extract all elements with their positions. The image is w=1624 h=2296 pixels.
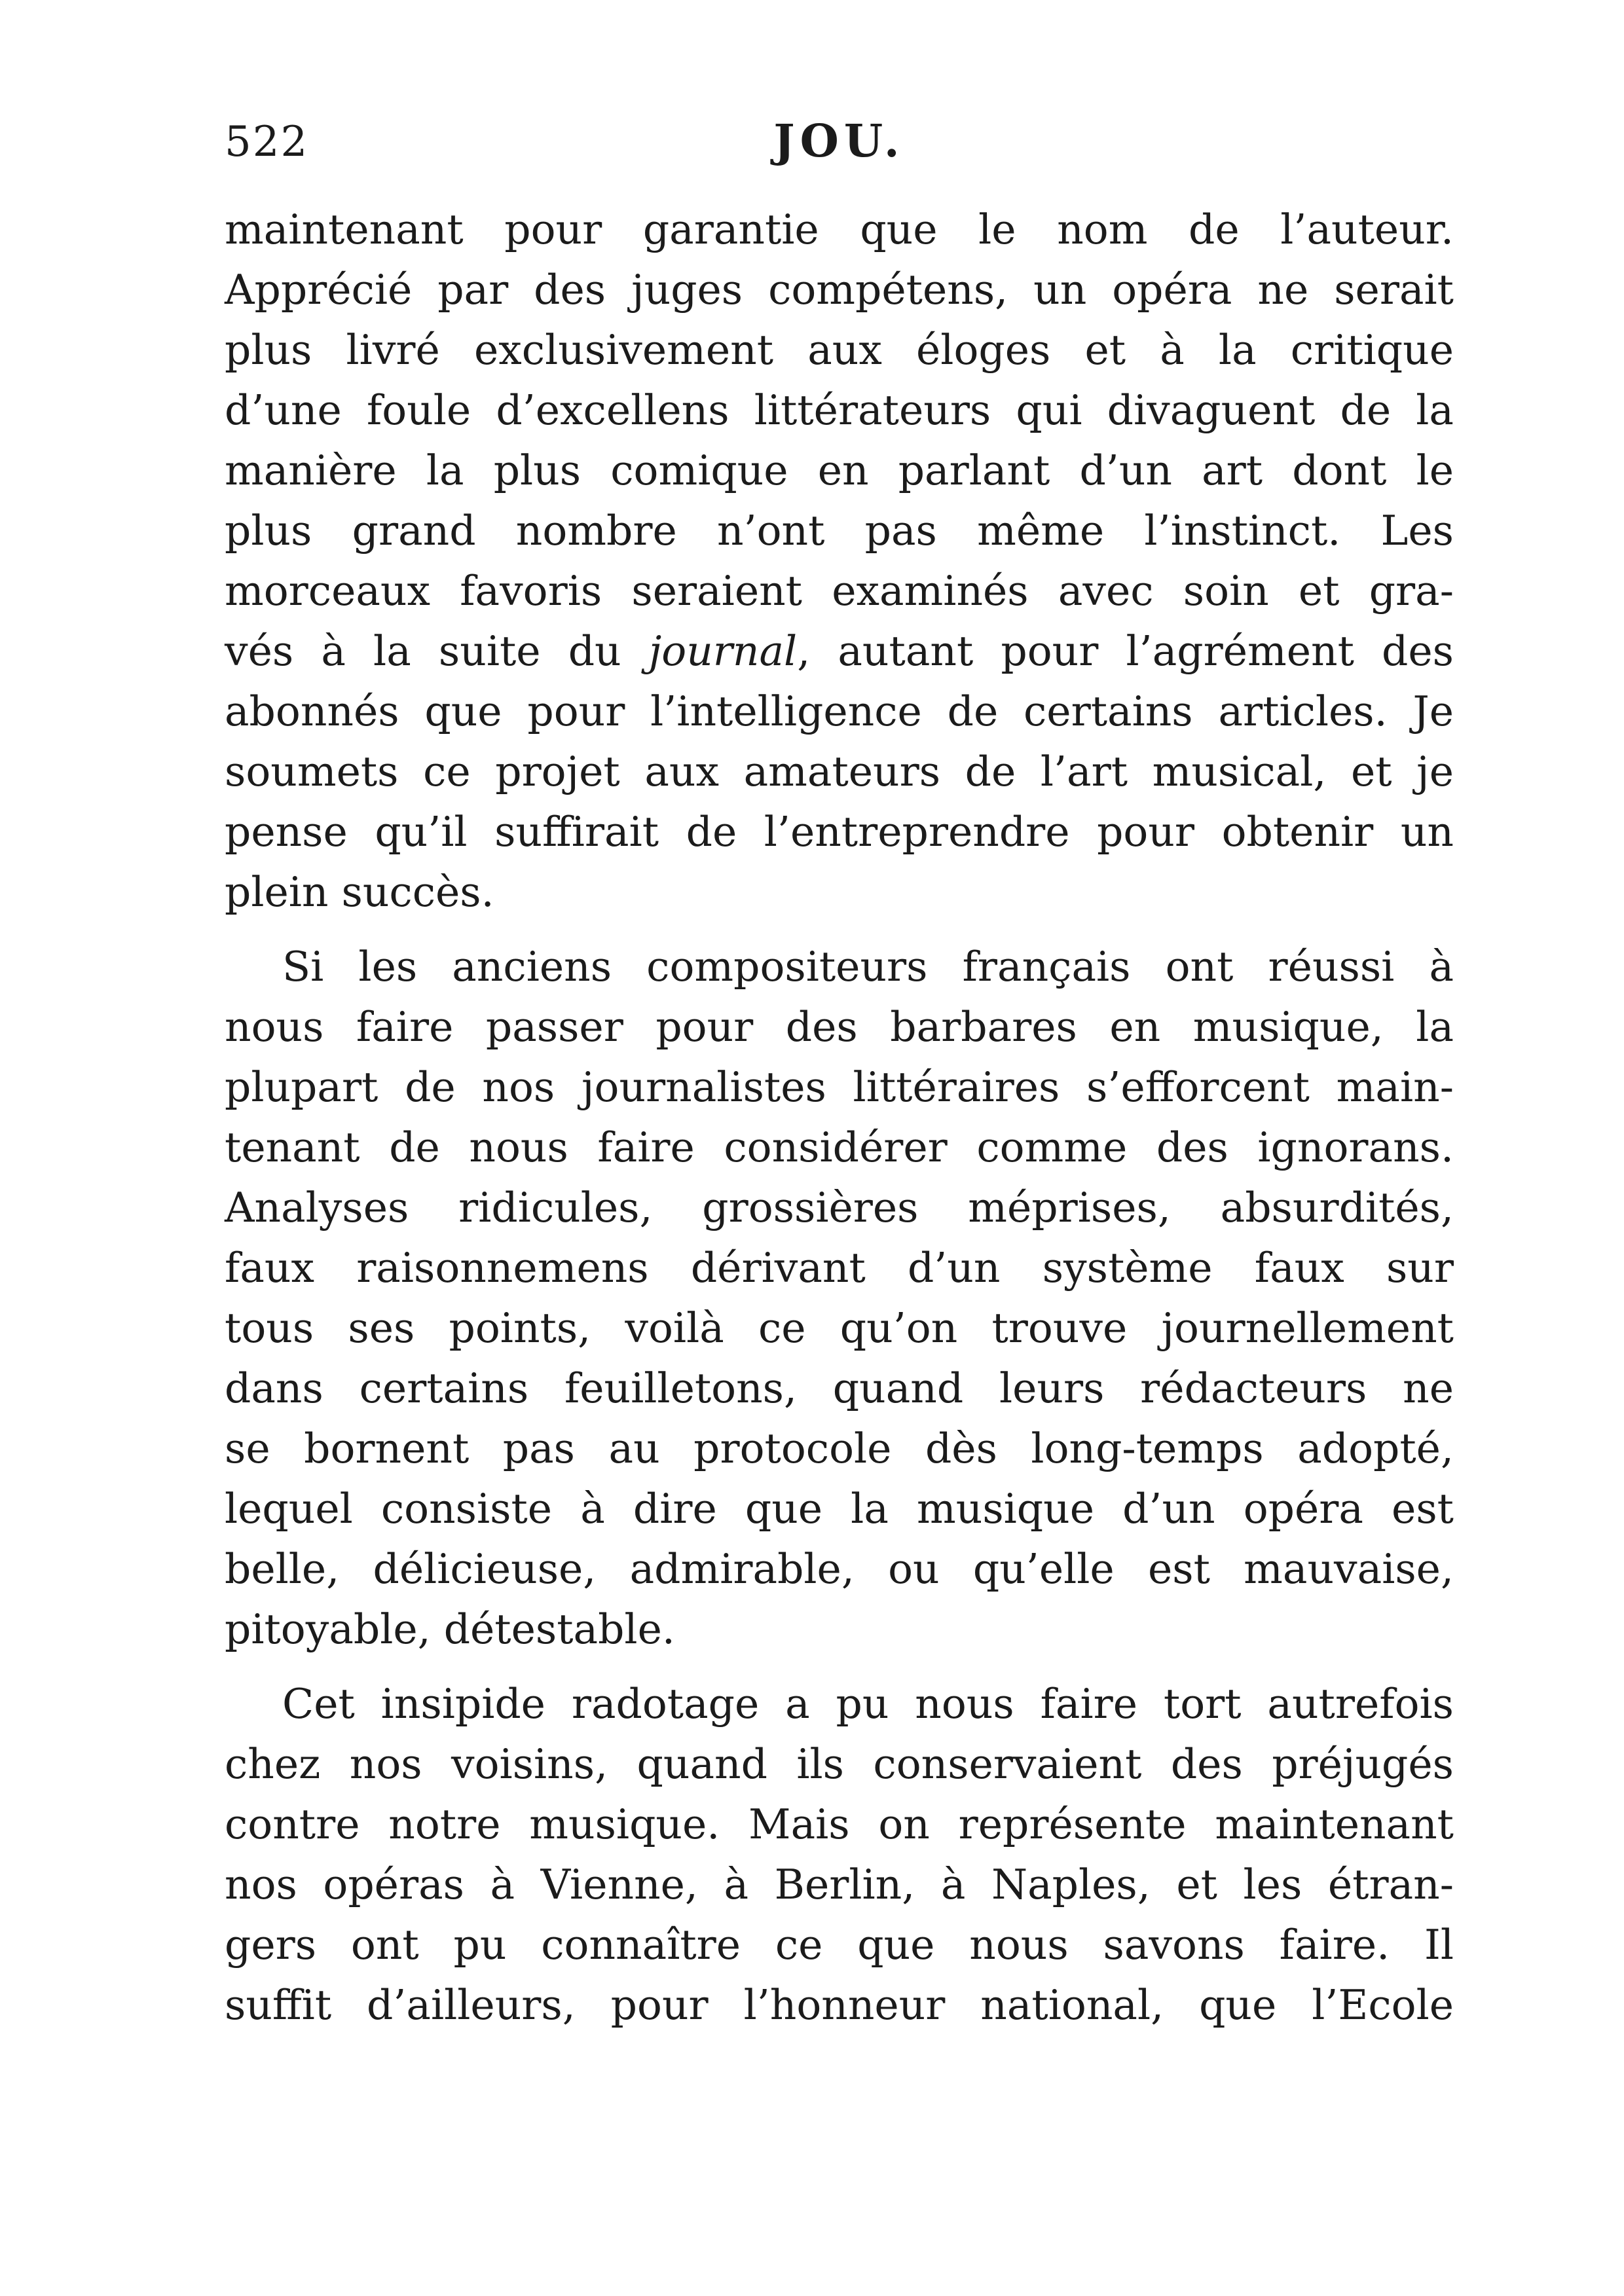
paragraph: [225, 1674, 1454, 2035]
text-line: dans certains feuilletons, quand leurs rédacteurs ne: [225, 1364, 1454, 1412]
body-text: [225, 200, 1454, 2035]
text-line: lequel consiste à dire que la musique d’un opéra est: [225, 1485, 1454, 1533]
text-line: abonnés que pour l’intelligence de certains articles. Je: [225, 687, 1454, 735]
text-line: Si les anciens compositeurs français ont réussi à: [282, 943, 1454, 991]
text-line: se bornent pas au protocole dès long-temps adopté,: [225, 1425, 1454, 1472]
text-line: soumets ce projet aux amateurs de l’art musical, et je: [225, 748, 1454, 795]
text-line: maintenant pour garantie que le nom de l’auteur.: [225, 206, 1454, 253]
text-line: chez nos voisins, quand ils conservaient des préjugés: [225, 1740, 1454, 1788]
text-line: nous faire passer pour des barbares en musique, la: [225, 1003, 1454, 1051]
italic-word: journal: [648, 627, 798, 675]
text-line: faux raisonnemens dérivant d’un système faux sur: [225, 1244, 1454, 1292]
text-line: Analyses ridicules, grossières méprises, absurdités,: [225, 1184, 1454, 1231]
text-line: suffit d’ailleurs, pour l’honneur national, que l’Ecole: [225, 1981, 1454, 2029]
paragraph: [225, 937, 1454, 1660]
text-line: plus grand nombre n’ont pas même l’instinct. Les: [225, 507, 1454, 555]
page-number: 522: [225, 118, 309, 166]
text-line: tenant de nous faire considérer comme des ignorans.: [225, 1123, 1454, 1171]
text-line: pense qu’il suffirait de l’entreprendre pour obtenir un: [225, 808, 1454, 856]
text-line: plein succès.: [225, 868, 494, 916]
text-line: belle, délicieuse, admirable, ou qu’elle est mauvaise,: [225, 1545, 1454, 1593]
text-line: tous ses points, voilà ce qu’on trouve journellement: [225, 1304, 1454, 1352]
page-header: [225, 111, 1454, 183]
text-line-with-italic: vés à la suite du journal, autant pour l’agrément des: [225, 627, 1454, 675]
text-line: d’une foule d’excellens littérateurs qui divaguent de la: [225, 386, 1454, 434]
text-line: gers ont pu connaître ce que nous savons faire. Il: [225, 1921, 1454, 1969]
text-line: pitoyable, détestable.: [225, 1605, 675, 1653]
text-line: contre notre musique. Mais on représente maintenant: [225, 1800, 1454, 1848]
text-line: morceaux favoris seraient examinés avec soin et gra-: [225, 567, 1454, 615]
paragraph: [225, 200, 1454, 922]
text-line: nos opéras à Vienne, à Berlin, à Naples, et les étran-: [225, 1861, 1454, 1908]
text-line: manière la plus comique en parlant d’un art dont le: [225, 446, 1454, 494]
text-line: plus livré exclusivement aux éloges et à la critique: [225, 326, 1454, 374]
text-line: Apprécié par des juges compétens, un opéra ne serait: [225, 266, 1454, 314]
text-line: plupart de nos journalistes littéraires s’efforcent main-: [225, 1063, 1454, 1111]
paragraph-gap: [225, 922, 1454, 937]
text-line: Cet insipide radotage a pu nous faire tort autrefois: [282, 1680, 1454, 1728]
running-head: JOU.: [773, 115, 905, 168]
paragraph-gap: [225, 1660, 1454, 1674]
